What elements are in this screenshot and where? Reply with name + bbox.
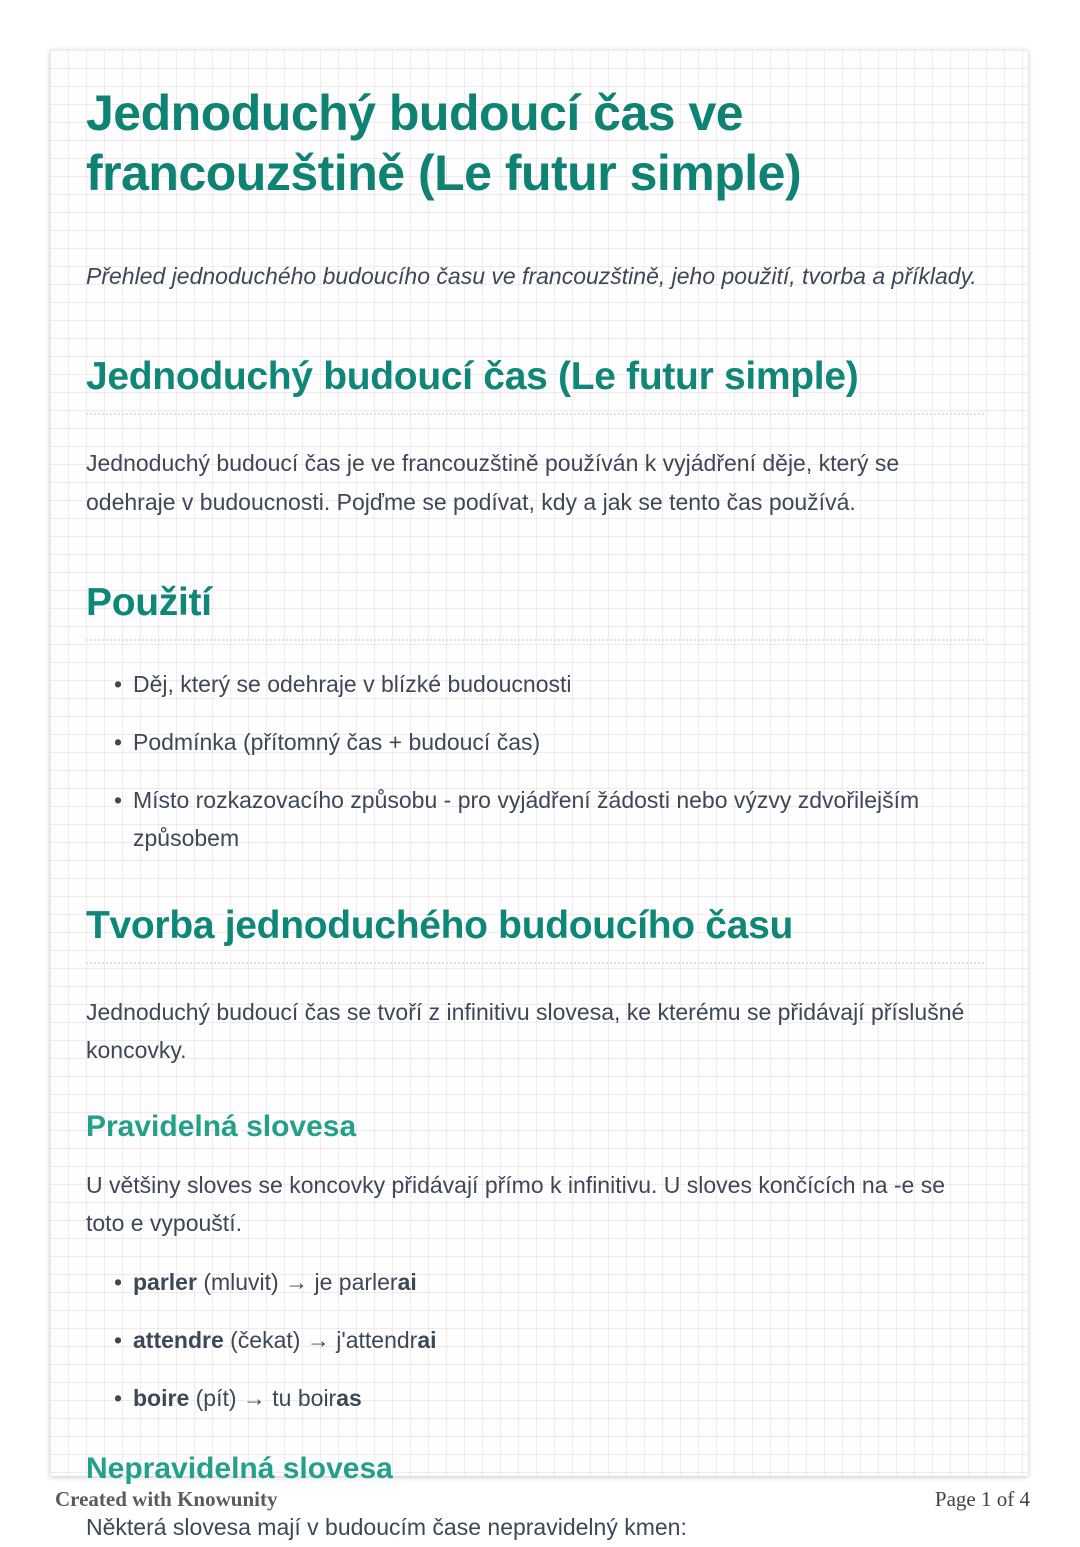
example-middle: (mluvit) → je parler bbox=[196, 1269, 398, 1296]
list-item-text: Místo rozkazovacího způsobu - pro vyjádření žádosti nebo výzvy zdvořilejším způsobem bbox=[133, 786, 920, 851]
example-middle: (čekat) → j'attendr bbox=[223, 1327, 418, 1354]
list-item-text: Děj, který se odehraje v blízké budoucnosti bbox=[133, 670, 572, 697]
example-item bbox=[86, 1264, 976, 1302]
list-item bbox=[86, 666, 976, 704]
example-item bbox=[86, 1380, 976, 1418]
footer-page-number: Page 1 of 4 bbox=[934, 1487, 1030, 1511]
regular-verbs-paragraph: U většiny sloves se koncovky přidávají přímo k infinitivu. U sloves končících na -e se toto e vypouští. bbox=[86, 1171, 946, 1236]
bullet-icon: • bbox=[114, 1269, 123, 1296]
usage-list bbox=[86, 666, 976, 858]
example-suffix: ai bbox=[397, 1269, 417, 1296]
bullet-icon: • bbox=[114, 670, 123, 697]
bullet-icon: • bbox=[114, 786, 123, 813]
example-suffix: as bbox=[336, 1385, 362, 1412]
example-verb: boire bbox=[133, 1385, 190, 1412]
footer-credit: Created with Knowunity bbox=[55, 1487, 278, 1511]
list-item bbox=[86, 724, 976, 762]
page-title: Jednoduchý budoucí čas ve francouzštině (Le futur simple) bbox=[86, 85, 802, 201]
formation-paragraph: Jednoduchý budoucí čas se tvoří z infinitivu slovesa, ke kterému se přidávají příslušné koncovky. bbox=[86, 998, 965, 1064]
example-list bbox=[86, 1264, 976, 1418]
section-heading-overview: Jednoduchý budoucí čas (Le futur simple) bbox=[86, 355, 984, 415]
irregular-verbs-paragraph: Některá slovesa mají v budoucím čase nepravidelný kmen: bbox=[86, 1514, 687, 1541]
example-middle: (pít) → tu boir bbox=[189, 1385, 337, 1412]
intro-text: Přehled jednoduchého budoucího času ve francouzštině, jeho použití, tvorba a příklady. bbox=[86, 263, 977, 289]
subsection-heading-regular-verbs: Pravidelná slovesa bbox=[86, 1109, 357, 1143]
example-suffix: ai bbox=[417, 1327, 437, 1354]
overview-paragraph: Jednoduchý budoucí čas je ve francouzštině používán k vyjádření děje, který se odehraje v budoucnosti. Pojďme se podívat, kdy a jak se tento čas používá. bbox=[86, 450, 900, 515]
bullet-icon: • bbox=[114, 1327, 123, 1354]
subsection-heading-irregular-verbs: Nepravidelná slovesa bbox=[86, 1452, 393, 1486]
list-item bbox=[86, 782, 976, 858]
bullet-icon: • bbox=[114, 728, 123, 755]
bullet-icon: • bbox=[114, 1385, 123, 1412]
example-verb: attendre bbox=[133, 1327, 224, 1354]
list-item-text: Podmínka (přítomný čas + budoucí čas) bbox=[133, 728, 541, 755]
example-verb: parler bbox=[133, 1269, 197, 1296]
section-heading-formation: Tvorba jednoduchého budoucího času bbox=[86, 904, 984, 964]
page-footer bbox=[55, 1487, 1030, 1512]
section-heading-usage: Použití bbox=[86, 581, 984, 641]
example-item bbox=[86, 1322, 976, 1360]
